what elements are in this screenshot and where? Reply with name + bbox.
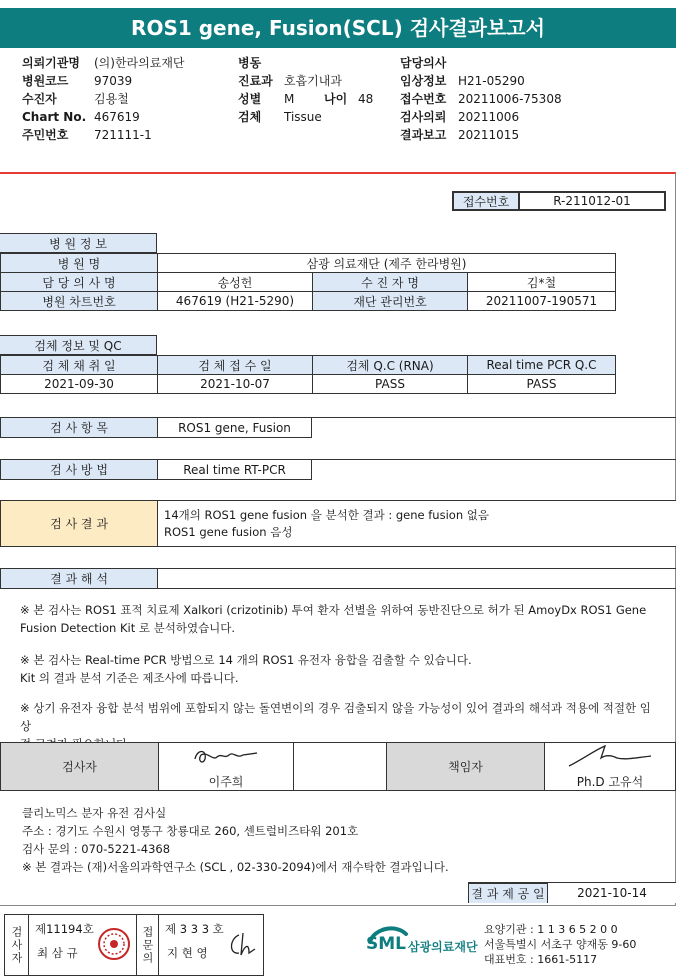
receive-date-label: 검 체 접 수 일: [158, 356, 313, 375]
result-box: [157, 500, 676, 547]
reporter-name: 지 현 영: [167, 946, 208, 960]
result-line-1: 14개의 ROS1 gene fusion 을 분석한 결과 : gene fusion 없음: [164, 507, 489, 522]
agency-code: 요양기관 : 1 1 3 6 5 2 0 0: [484, 923, 618, 936]
hospital-name-value: 삼광 의료재단 (제주 한라병원): [158, 254, 616, 273]
patient-value: 김*철: [468, 273, 616, 292]
header-value: 97039: [94, 74, 133, 88]
result-label: 검 사 결 과: [0, 500, 158, 547]
header-value: Tissue: [284, 110, 322, 124]
header-key: Chart No.: [22, 110, 87, 124]
issue-date-value: 2021-10-14: [548, 883, 676, 903]
header-key: 결과보고: [400, 128, 447, 142]
examiner-signature-icon: [191, 745, 261, 767]
interpretation-para-2: [20, 651, 660, 687]
interpretation-section: 결 과 해 석: [0, 568, 158, 589]
reporter-signature-icon: [225, 929, 259, 959]
doctor-value: 송성헌: [158, 273, 313, 292]
header-key: 진료과: [238, 74, 273, 88]
header-col-1: [22, 54, 185, 144]
reporter-no: 제 3 3 3 호: [165, 922, 224, 936]
header-value: 호흡기내과: [284, 74, 342, 88]
header-key: 병원코드: [22, 74, 69, 88]
tester-label: 검사자: [10, 925, 23, 965]
header-key: 성별: [238, 92, 262, 106]
interpretation-para-1: [20, 601, 660, 637]
header-value: 김용철: [94, 92, 129, 106]
header-value: 20211015: [458, 128, 520, 142]
header-value: H21-05290: [458, 74, 525, 88]
responsible-signature: [545, 743, 676, 773]
signature-table: [0, 742, 676, 791]
specimen-table: [0, 355, 616, 394]
tester-col: [5, 915, 29, 975]
org-contact: [484, 922, 636, 967]
lab-address: 주소 : 경기도 수원시 영통구 창룡대로 260, 센트럴비즈타워 201호: [22, 824, 359, 838]
reporter-label: 접문의: [141, 925, 154, 965]
lab-name: 클리노믹스 분자 유전 검사실: [22, 806, 167, 820]
reporter-col: [137, 915, 159, 975]
pcr-qc-label: Real time PCR Q.C: [468, 356, 616, 375]
receipt-value: R-211012-01: [518, 191, 666, 211]
age-value: 48: [358, 92, 374, 106]
interpretation-text: Kit 의 결과 분석 기준은 제조사에 따릅니다.: [20, 671, 239, 685]
patient-label: 수 진 자 명: [313, 273, 468, 292]
rna-qc-label: 검체 Q.C (RNA): [313, 356, 468, 375]
header-key: 주민번호: [22, 128, 69, 142]
issue-date-label: 결 과 제 공 일: [468, 883, 548, 903]
header-value: 721111-1: [94, 128, 152, 142]
test-method-value: Real time RT-PCR: [157, 459, 312, 480]
header-key: 임상정보: [400, 74, 447, 88]
lab-note: ※ 본 결과는 (재)서울의과학연구소 (SCL , 02-330-2094)에서 재수탁한 결과입니다.: [22, 860, 449, 874]
interpretation-text: ※ 본 검사는 ROS1 표적 치료제 Xalkori (crizotinib) 투여 환자 선별을 위하여 동반진단으로 허가 된 AmoyDx ROS1 Gene: [20, 603, 647, 617]
header-key: 수진자: [22, 92, 57, 106]
header-key: 의뢰기관명: [22, 56, 80, 70]
report-title: ROS1 gene, Fusion(SCL) 검사결과보고서: [0, 8, 676, 48]
mgmt-number-label: 재단 관리번호: [313, 292, 468, 311]
responsible-name: Ph.D 고유석: [545, 773, 676, 791]
examiner-label: 검사자: [1, 743, 159, 791]
logo-abbr: SML: [366, 934, 406, 954]
doctor-label: 담 당 의 사 명: [1, 273, 158, 292]
mgmt-number-value: 20211007-190571: [468, 292, 616, 311]
rna-qc-value: PASS: [313, 375, 468, 394]
collect-date-label: 검 체 채 취 일: [1, 356, 158, 375]
header-key: 담당의사: [400, 56, 447, 70]
hospital-info-section: 병 원 정 보: [0, 233, 157, 253]
interpretation-text: Fusion Detection Kit 로 분석하였습니다.: [20, 621, 236, 635]
pcr-qc-value: PASS: [468, 375, 616, 394]
header-value: 20211006: [458, 110, 520, 124]
responsible-label: 책임자: [387, 743, 545, 791]
tester-no: 제11194호: [35, 922, 94, 936]
org-phone: 대표번호 : 1661-5117: [484, 953, 598, 966]
header-key: 접수번호: [400, 92, 447, 106]
interpretation-text: ※ 상기 유전자 융합 분석 범위에 포함되지 않는 돌연변이의 경우 검출되지 않을 가능성이 있어 결과의 해석과 적용에 적절한 임상: [20, 701, 651, 733]
hospital-name-label: 병 원 명: [1, 254, 158, 273]
divider: [0, 588, 676, 589]
header-value: 20211006-75308: [458, 92, 562, 106]
receive-date-value: 2021-10-07: [158, 375, 313, 394]
header-key: 검체: [238, 110, 262, 124]
interpretation-text: ※ 본 검사는 Real-time PCR 방법으로 14 개의 ROS1 유전자 융합을 검출할 수 있습니다.: [20, 653, 472, 667]
tester-name: 최 삼 규: [37, 946, 78, 960]
blank-cell: [294, 743, 387, 791]
examiner-name: 이주희: [159, 773, 294, 791]
org-address: 서울특별시 서초구 양재동 9-60: [484, 938, 637, 951]
chart-number-label: 병원 차트번호: [1, 292, 158, 311]
lab-contact: 검사 문의 : 070-5221-4368: [22, 842, 171, 856]
test-item-value: ROS1 gene, Fusion: [157, 417, 312, 438]
seal-icon: [97, 927, 131, 961]
tester-info: [29, 915, 137, 975]
hospital-info-table: [0, 253, 616, 311]
header-value: (의)한라의료재단: [94, 56, 185, 70]
lab-info: [22, 804, 449, 876]
age-key: 나이: [324, 92, 348, 106]
examiner-signature: [159, 743, 294, 773]
logo-name: 삼광의료재단: [408, 940, 478, 954]
header-key: 검사의뢰: [400, 110, 447, 124]
reporter-info: [159, 915, 263, 975]
header-col-3: [400, 54, 562, 144]
collect-date-value: 2021-09-30: [1, 375, 158, 394]
header-key: 병동: [238, 56, 262, 70]
certification-box: [4, 914, 264, 976]
receipt-label: 접수번호: [452, 191, 520, 211]
header-value: M: [284, 92, 295, 106]
chart-number-value: 467619 (H21-5290): [158, 292, 313, 311]
test-item-label: 검 사 항 목: [0, 417, 158, 438]
test-method-label: 검 사 방 법: [0, 459, 158, 480]
responsible-signature-icon: [565, 744, 655, 768]
result-line-2: ROS1 gene fusion 음성: [164, 524, 293, 539]
header-value: 467619: [94, 110, 140, 124]
specimen-section: 검체 정보 및 QC: [0, 335, 157, 355]
header-col-2: [238, 54, 373, 126]
